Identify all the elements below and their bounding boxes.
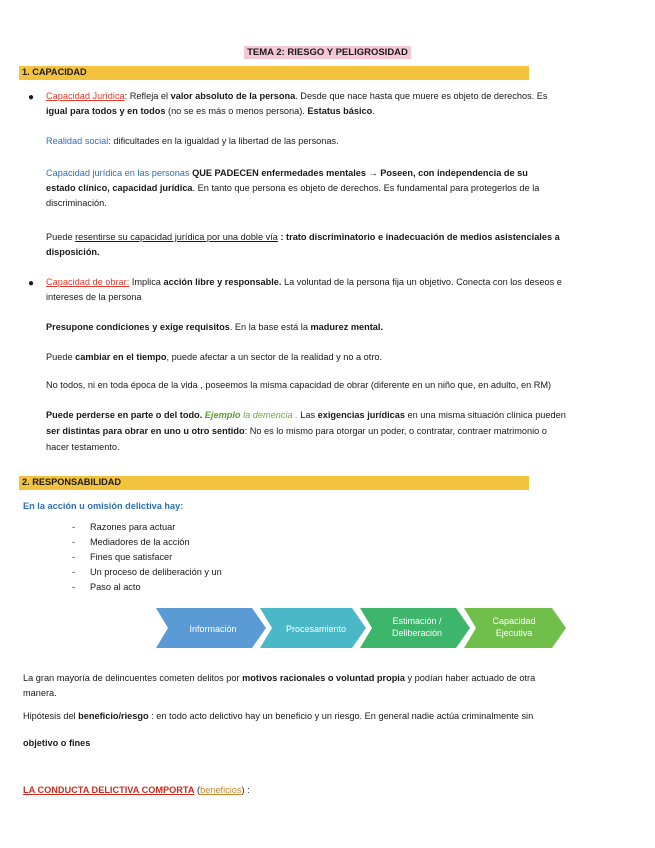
paragraph-gran-mayoria: La gran mayoría de delincuentes cometen delitos por motivos racionales o voluntad propia y podían haber actuado de otra manera. bbox=[23, 673, 536, 698]
flow-label-ejecutiva: Ejecutiva bbox=[495, 628, 533, 638]
paragraph-no-todos: No todos, ni en toda época de la vida , poseemos la misma capacidad de obrar (diferente en un niño que, en adulto, en RM) bbox=[46, 380, 552, 390]
paragraph-realidad-social: Realidad social: dificultades en la igualdad y la libertad de las personas. bbox=[46, 136, 339, 146]
term-capacidad-personas: Capacidad jurídica en las personas bbox=[46, 168, 190, 178]
term-capacidad-juridica: Capacidad Jurídica bbox=[46, 91, 125, 101]
list-item: - Un proceso de deliberación y un bbox=[72, 567, 222, 577]
flow-label-capacidad: Capacidad bbox=[492, 616, 536, 626]
list-item: - Fines que satisfacer bbox=[72, 552, 173, 562]
flow-label-procesamiento: Procesamiento bbox=[285, 624, 347, 634]
bullet-icon: ● bbox=[28, 278, 35, 289]
flow-label-estimacion: Estimación / bbox=[392, 616, 442, 626]
flow-label-deliberacion: Deliberación bbox=[391, 628, 443, 638]
paragraph-hipotesis: Hipótesis del beneficio/riesgo : en todo acto delictivo hay un beneficio y un riesgo. En general nadie actúa criminalmente sin bbox=[23, 711, 534, 721]
section-heading-capacidad: 1. CAPACIDAD bbox=[19, 66, 529, 80]
paragraph-capacidad-obrar: Capacidad de obrar: Implica acción libre y responsable. La voluntad de la persona fija un objetivo. Conecta con los deseos e intereses de la persona bbox=[46, 277, 562, 302]
paragraph-objetivo-fines: objetivo o fines bbox=[23, 738, 91, 748]
term-capacidad-obrar: Capacidad de obrar: bbox=[46, 277, 130, 287]
term-realidad-social: Realidad social bbox=[46, 136, 109, 146]
paragraph-cambiar-tiempo: Puede cambiar en el tiempo, puede afectar a un sector de la realidad y no a otro. bbox=[46, 352, 383, 362]
list-item: - Paso al acto bbox=[72, 582, 141, 592]
list-item: - Mediadores de la acción bbox=[72, 537, 190, 547]
paragraph-presupone: Presupone condiciones y exige requisitos. En la base está la madurez mental. bbox=[46, 322, 384, 332]
paragraph-capacidad-juridica: Capacidad Jurídica: Refleja el valor absoluto de la persona. Desde que nace hasta que muere es objeto de derechos. Es igual para todos y en todos (no se es más o menos persona). Estatus básico. bbox=[46, 91, 548, 116]
bullet-icon: ● bbox=[28, 92, 35, 103]
section-heading-responsabilidad: 2. RESPONSABILIDAD bbox=[19, 476, 529, 490]
paragraph-enfermedades-mentales: Capacidad jurídica en las personas QUE PADECEN enfermedades mentales → Poseen, con independencia de su estado clínico, capacidad jurídica. En tanto que persona es objeto de derechos. Es fundamental para protegerlos de la discriminación. bbox=[46, 168, 540, 208]
paragraph-resentirse: Puede resentirse su capacidad jurídica por una doble vía : trato discriminatorio e inadecuación de medios asistenciales a disposición. bbox=[46, 232, 560, 257]
flow-label-informacion: Información bbox=[189, 624, 237, 634]
process-flow-diagram bbox=[156, 608, 566, 652]
intro-accion-omision: En la acción u omisión delictiva hay: bbox=[23, 501, 184, 511]
list-item: - Razones para actuar bbox=[72, 522, 176, 532]
heading-conducta-delictiva: LA CONDUCTA DELICTIVA COMPORTA (beneficios) : bbox=[23, 785, 250, 795]
document-title: TEMA 2: RIESGO Y PELIGROSIDAD bbox=[0, 47, 655, 59]
paragraph-perderse: Puede perderse en parte o del todo. Ejemplo la demencia . Las exigencias jurídicas en una misma situación clínica pueden ser distintas para obrar en uno u otro sentido: No es lo mismo para otorgar un poder, o contratar, contraer matrimonio o hacer testamento. bbox=[46, 410, 566, 452]
list-elementos bbox=[72, 522, 222, 597]
